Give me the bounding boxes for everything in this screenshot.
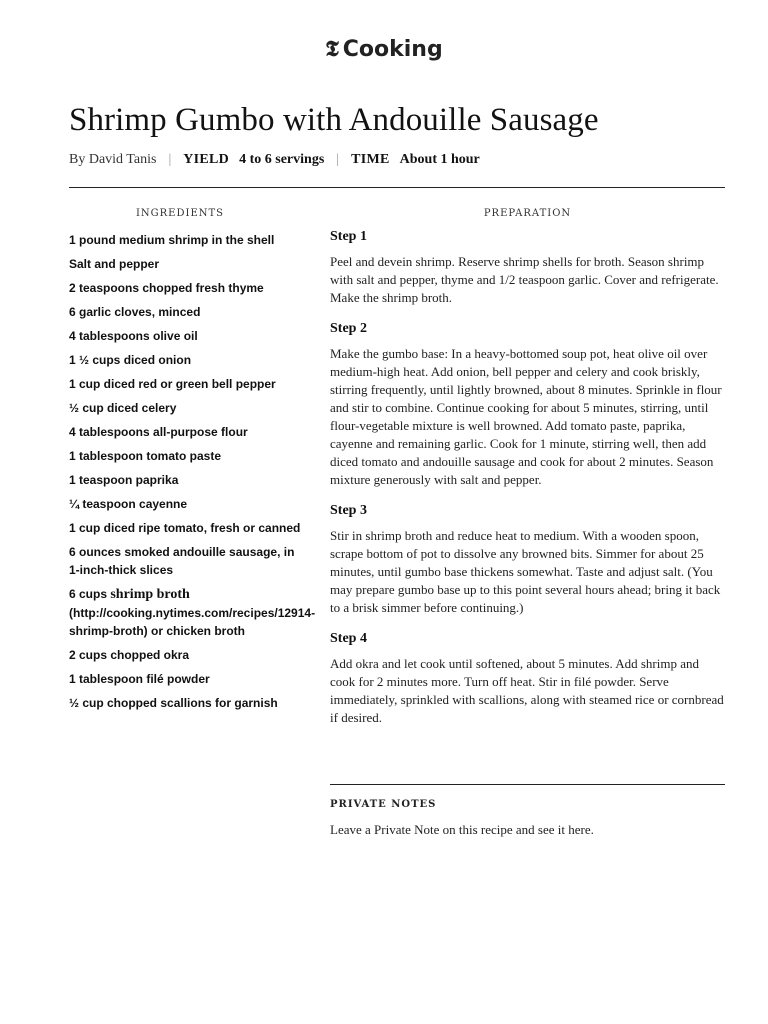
step-text: Peel and devein shrimp. Reserve shrimp shells for broth. Season shrimp with salt and pepper, thyme and 1/2 teaspoon garlic. Cover and refrigerate. Make the shrimp broth. bbox=[330, 254, 719, 305]
preparation-steps bbox=[330, 229, 726, 741]
yield-value: 4 to 6 servings bbox=[239, 152, 325, 167]
meta-divider: | bbox=[336, 152, 340, 167]
shrimp-broth-link[interactable]: shrimp broth bbox=[110, 587, 190, 602]
ingredient-item: 2 cups chopped okra bbox=[69, 648, 190, 662]
ingredients-list bbox=[69, 231, 316, 718]
ingredient-item: 6 garlic cloves, minced bbox=[69, 305, 201, 319]
ingredient-item-broth bbox=[69, 585, 316, 640]
recipe-meta bbox=[69, 152, 480, 168]
step-text: Stir in shrimp broth and reduce heat to medium. With a wooden spoon, scrape bottom of pot to dissolve any browned bits. Simmer for about 25 minutes, until gumbo base thickens somewhat. Taste and adjust salt. (You may prepare gumbo base up to this point several hours ahead; bring it back to a brisk simmer before continuing.) bbox=[330, 528, 721, 615]
ingredient-item: 4 tablespoons olive oil bbox=[69, 329, 198, 343]
step bbox=[330, 503, 726, 617]
step bbox=[330, 631, 726, 727]
logo-text: Cooking bbox=[342, 37, 443, 62]
ingredient-item: 1 tablespoon filé powder bbox=[69, 672, 210, 686]
ingredient-item: 1 pound medium shrimp in the shell bbox=[69, 233, 275, 247]
byline[interactable]: By David Tanis bbox=[69, 152, 157, 167]
ingredient-item: 1 tablespoon tomato paste bbox=[69, 449, 222, 463]
ingredient-item: 1 ½ cups diced onion bbox=[69, 353, 192, 367]
yield-label: YIELD bbox=[183, 152, 230, 167]
step bbox=[330, 321, 726, 489]
broth-prefix: 6 cups bbox=[69, 587, 111, 601]
step-title: Step 1 bbox=[330, 229, 367, 244]
ingredient-item: 1 cup diced red or green bell pepper bbox=[69, 377, 276, 391]
step-title: Step 4 bbox=[330, 631, 367, 646]
time-value: About 1 hour bbox=[399, 152, 480, 167]
ingredient-item: 2 teaspoons chopped fresh thyme bbox=[69, 281, 264, 295]
nyt-t-icon: 𝕿 bbox=[325, 36, 339, 62]
step bbox=[330, 229, 726, 307]
preparation-heading: PREPARATION bbox=[483, 208, 572, 219]
ingredient-item: Salt and pepper bbox=[69, 257, 160, 271]
time-label: TIME bbox=[351, 152, 390, 167]
step-title: Step 3 bbox=[330, 503, 367, 518]
header-divider bbox=[69, 187, 725, 188]
ingredients-heading: INGREDIENTS bbox=[135, 208, 225, 219]
meta-divider: | bbox=[168, 152, 172, 167]
ingredient-item: ½ cup diced celery bbox=[69, 401, 177, 415]
ingredient-item: 4 tablespoons all-purpose flour bbox=[69, 425, 248, 439]
ingredient-item: 1 cup diced ripe tomato, fresh or canned bbox=[69, 521, 301, 535]
nyt-cooking-logo[interactable] bbox=[0, 36, 768, 62]
notes-divider bbox=[330, 784, 725, 785]
ingredient-item: 6 ounces smoked andouille sausage, in 1-inch-thick slices bbox=[69, 545, 295, 577]
ingredient-item: ½ cup chopped scallions for garnish bbox=[69, 696, 278, 710]
step-text: Add okra and let cook until softened, about 5 minutes. Add shrimp and cook for 2 minutes more. Turn off heat. Stir in filé powder. Serve immediately, sprinkled with scallions, along with steamed rice or cornbread if desired. bbox=[330, 656, 724, 725]
private-notes-heading: PRIVATE NOTES bbox=[330, 799, 437, 810]
ingredient-item: ¼ teaspoon cayenne bbox=[69, 497, 188, 511]
broth-suffix: (http://cooking.nytimes.com/recipes/12914-shrimp-broth) or chicken broth bbox=[69, 606, 316, 638]
step-text: Make the gumbo base: In a heavy-bottomed soup pot, heat olive oil over medium-high heat. Add onion, bell pepper and celery and cook briskly, stirring frequently, until lightly browned, about 8 minutes. Sprinkle in flour and stir to combine. Continue cooking for about 5 minutes, stirring, until flour-vegetable mixture is well browned. Add tomato paste, paprika, cayenne and remaining garlic. Cook for 1 minute, stirring well, then add diced tomato and andouille sausage and cook for about 2 minutes. Season mixture generously with salt and pepper. bbox=[330, 346, 722, 487]
ingredient-item: 1 teaspoon paprika bbox=[69, 473, 179, 487]
step-title: Step 2 bbox=[330, 321, 367, 336]
recipe-title: Shrimp Gumbo with Andouille Sausage bbox=[69, 102, 599, 138]
private-notes-prompt[interactable]: Leave a Private Note on this recipe and see it here. bbox=[330, 822, 594, 837]
